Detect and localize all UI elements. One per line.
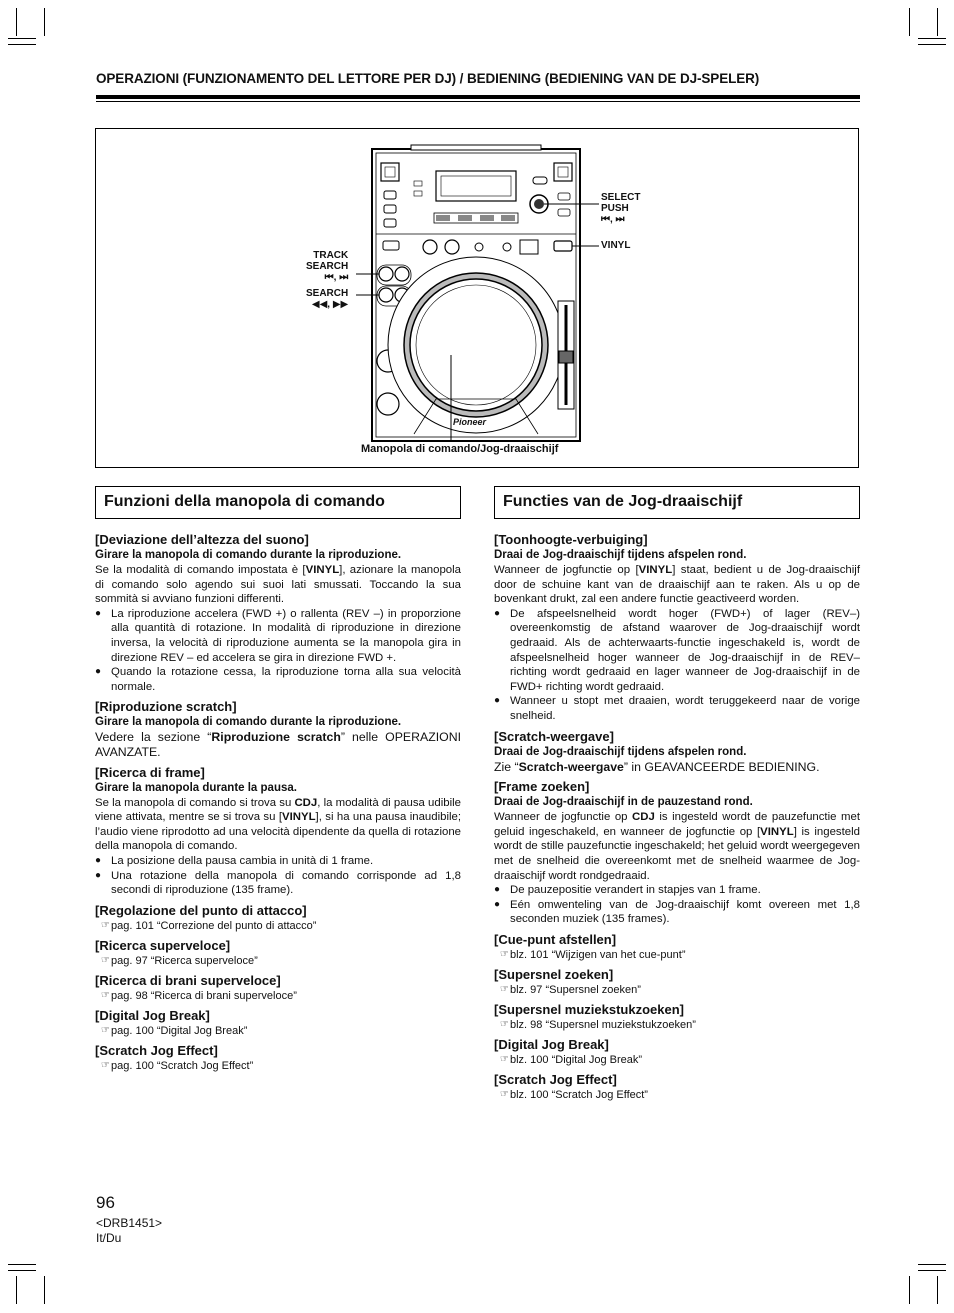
section-title-left: Funzioni della manopola di comando xyxy=(104,493,385,510)
doc-code-id: <DRB1451> xyxy=(96,1216,163,1230)
figure-caption: Manopola di comando/Jog-draaischijf xyxy=(361,443,559,455)
paragraph: Vedere la sezione “Riproduzione scratch” nelle OPERAZIONI AVANZATE. xyxy=(95,730,462,759)
page-reference: ☞ pag. 100 “Scratch Jog Effect” xyxy=(95,1059,461,1073)
heading: [Scratch Jog Effect] xyxy=(95,1042,218,1058)
paragraph: Se la manopola di comando si trova su CDJ, la modalità di pausa udibile viene attivata, mentre se si trova su [VINYL], si ha una pausa inaudibile; l’audio viene riprodotto ad una velocità dipendente da quella di rotazione della manopola di comando. xyxy=(95,796,461,853)
figure-box xyxy=(95,128,859,468)
paragraph: Wanneer de jogfunctie op [VINYL] staat, bedient u de Jog-draaischijf door de schuine kant van de draaischijf aan te raken. Als u op de bovenkant drukt, zal een andere functie geactiveerd worden. xyxy=(494,564,860,606)
page-reference: ☞ blz. 97 “Supersnel zoeken” xyxy=(494,983,860,997)
right-column xyxy=(494,527,860,1102)
section-title-box-left xyxy=(95,486,461,519)
page-reference: ☞ pag. 98 “Ricerca di brani superveloce” xyxy=(95,989,461,1003)
bullet-item: ● De afspeelsnelheid wordt hoger (FWD+) of lager (REV–) overeenkomstig de afstand waarover de Jog-draaischijf wordt gedraaid. Als de achterwaarts-functie ingeschakeld is, wordt de afspeelsnelheid hoger wanneer de Jog-draaischijf in de REV– richting wordt gedraaid en lager wanneer de Jog-draaischijf in de FWD+ richting wordt gedraaid. xyxy=(494,607,860,695)
subheading: Draai de Jog-draaischijf tijdens afspelen rond. xyxy=(494,549,747,561)
heading: [Riproduzione scratch] xyxy=(95,699,237,715)
heading: [Frame zoeken] xyxy=(494,779,590,795)
heading: [Ricerca superveloce] xyxy=(95,937,231,953)
label-select-push: SELECT PUSH ⏮, ⏭ xyxy=(601,192,641,225)
subheading: Girare la manopola di comando durante la riproduzione. xyxy=(95,716,402,729)
page-number: 96 xyxy=(96,1193,115,1212)
heading: [Digital Jog Break] xyxy=(95,1007,210,1023)
label-vinyl: VINYL xyxy=(601,240,631,251)
header-rule xyxy=(96,95,860,99)
subheading: Girare la manopola di comando durante la riproduzione. xyxy=(95,549,402,561)
heading: [Scratch-weergave] xyxy=(494,728,614,744)
brand-logo: Pioneer xyxy=(453,417,487,427)
page-reference: ☞ blz. 100 “Digital Jog Break” xyxy=(494,1053,860,1067)
heading: [Regolazione del punto di attacco] xyxy=(95,902,307,918)
paragraph: Se la modalità di comando impostata è [VINYL], azionare la manopola di comando solo agendo sui suoi lati smussati. Toccando la sua sommità si avviano funzioni differenti. xyxy=(95,564,461,606)
heading: [Ricerca di frame] xyxy=(95,764,205,780)
paragraph: Wanneer de jogfunctie op CDJ is ingesteld wordt de pauzefunctie met geluid ingeschakeld, en wanneer de jogfunctie op [VINYL] is ingesteld wordt de stille pauzefunctie ingeschakeld; het geluid wordt weergegeven met de snelheid die overeenkomt met de snelheid waarmee de Jog-draaischijf wordt rondgedraaid. xyxy=(494,811,860,882)
heading: [Deviazione dell’altezza del suono] xyxy=(95,532,309,547)
bullet-item: ● La posizione della pausa cambia in unità di 1 frame. xyxy=(95,854,461,869)
bullet-item: ● Wanneer u stopt met draaien, wordt teruggekeerd naar de vorige snelheid. xyxy=(494,694,860,723)
heading: [Digital Jog Break] xyxy=(494,1036,609,1052)
section-title-right: Functies van de Jog-draaischijf xyxy=(503,493,743,510)
paragraph: Zie “Scratch-weergave” in GEAVANCEERDE BEDIENING. xyxy=(494,759,820,774)
label-track-search: TRACK SEARCH ⏮, ⏭ xyxy=(306,250,349,283)
left-column xyxy=(95,527,461,1073)
page-reference: ☞ pag. 101 “Correzione del punto di attacco” xyxy=(95,919,461,933)
label-search: SEARCH ◀◀, ▶▶ xyxy=(306,288,349,310)
page-reference: ☞ blz. 100 “Scratch Jog Effect” xyxy=(494,1088,860,1102)
doc-lang: It/Du xyxy=(96,1231,122,1245)
subheading: Draai de Jog-draaischijf in de pauzestand rond. xyxy=(494,796,753,809)
page-header-title: OPERAZIONI (FUNZIONAMENTO DEL LETTORE PER DJ) / BEDIENING (BEDIENING VAN DE DJ-SPELER) xyxy=(96,71,760,86)
heading: [Supersnel zoeken] xyxy=(494,966,614,982)
heading: [Toonhoogte-verbuiging] xyxy=(494,532,648,547)
bullet-item: ● Una rotazione della manopola di comando corrisponde ad 1,8 secondi di riproduzione (135 frame). xyxy=(95,869,461,898)
page-reference: ☞ pag. 97 “Ricerca superveloce” xyxy=(95,954,461,968)
heading: [Cue-punt afstellen] xyxy=(494,931,617,947)
bullet-item: ● Eén omwenteling van de Jog-draaischijf komt overeen met 1,8 seconden muziek (135 frames). xyxy=(494,898,860,927)
bullet-item: ● Quando la rotazione cessa, la riproduzione torna alla sua velocità normale. xyxy=(95,665,461,694)
bullet-item: ● La riproduzione accelera (FWD +) o rallenta (REV –) in proporzione alla quantità di rotazione. In modalità di riproduzione in direzione inversa, la velocità di riproduzione aumenta se la manopola gira in direzione REV – ed accelera se gira in direzione FWD +. xyxy=(95,607,461,665)
heading: [Supersnel muziekstukzoeken] xyxy=(494,1001,684,1017)
heading: [Scratch Jog Effect] xyxy=(494,1071,617,1087)
page-reference: ☞ blz. 98 “Supersnel muziekstukzoeken” xyxy=(494,1018,860,1032)
subheading: Girare la manopola durante la pausa. xyxy=(95,781,297,794)
page-reference: ☞ pag. 100 “Digital Jog Break” xyxy=(95,1024,461,1038)
bullet-item: ● De pauzepositie verandert in stapjes van 1 frame. xyxy=(494,883,860,898)
doc-code xyxy=(96,1216,162,1246)
heading: [Ricerca di brani superveloce] xyxy=(95,972,281,988)
header-rule-thin xyxy=(96,101,860,102)
subheading: Draai de Jog-draaischijf tijdens afspelen rond. xyxy=(494,745,747,758)
page-reference: ☞ blz. 101 “Wijzigen van het cue-punt” xyxy=(494,948,860,962)
section-title-box-right xyxy=(494,486,860,519)
